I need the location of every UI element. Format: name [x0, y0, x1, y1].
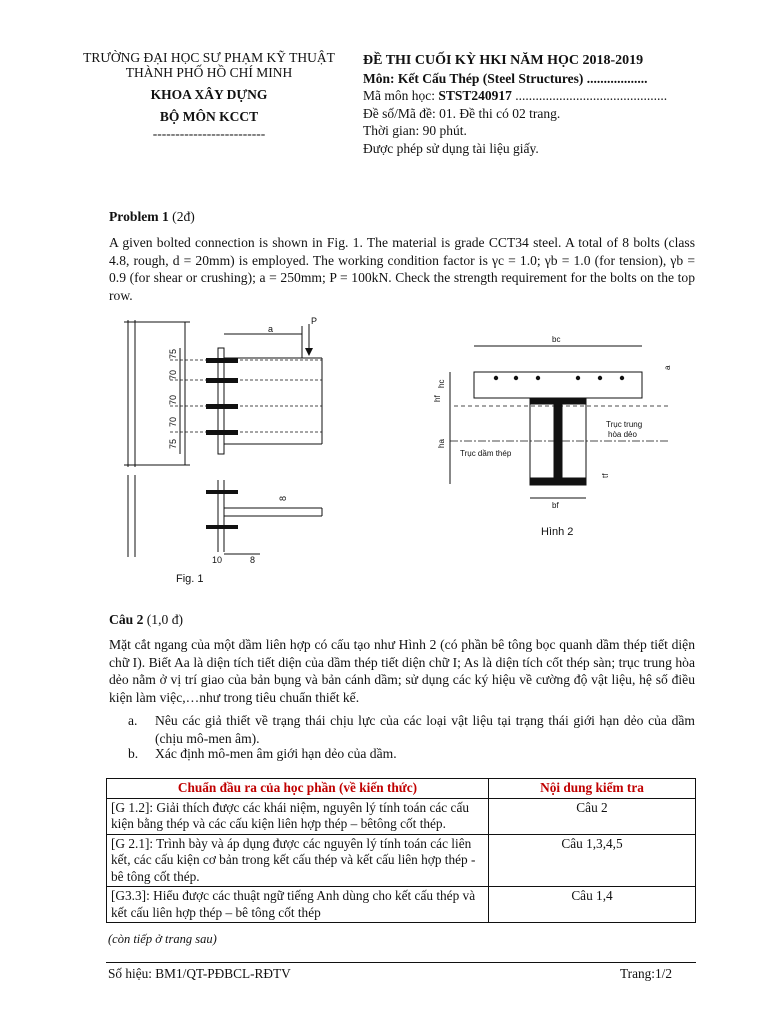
question2-text: Mặt cắt ngang của một dầm liên hợp có cấu tạo như Hình 2 (có phần bê tông bọc quanh dầm thép tiết diện chữ I). Biết Aa là diện tích tiết diện của dầm thép tiết diện chữ I; As là diện tích cốt thép sàn; trục trung hòa dẻo nằm ở vị trí giao của bản bụng và bản cánh dầm; sử dụng các ký hiệu về cường độ vật liệu, hệ số điều kiện làm việc,…như trong tiêu chuẩn thiết kế. — [109, 637, 695, 705]
table-row — [107, 887, 696, 923]
exam-time-line: Thời gian: 90 phút. — [363, 123, 467, 138]
fig1-dim-2: 70 — [168, 394, 178, 405]
continued-note: (còn tiếp ở trang sau) — [108, 932, 217, 946]
table-row — [107, 834, 696, 887]
course-code-line — [363, 87, 723, 105]
table-cell-content: Câu 2 — [489, 798, 696, 834]
question2-points: (1,0 đ) — [143, 612, 184, 627]
problem1-heading — [109, 208, 695, 226]
fig1-dim-8b: 8 — [250, 555, 256, 565]
subject-line: Môn: Kết Cấu Thép (Steel Structures) .................. — [363, 70, 648, 86]
item-b-marker: b. — [128, 746, 139, 761]
exam-number-line: Đề số/Mã đề: 01. Đề thi có 02 trang. — [363, 105, 561, 121]
fig1-dim-1: 70 — [168, 369, 178, 380]
table-header-content: Nội dung kiểm tra — [489, 779, 696, 799]
course-code-dots: ............................................. — [511, 88, 668, 103]
fig2-neutral-axis-line1: Trục trung — [606, 420, 643, 429]
question2-heading — [109, 611, 695, 629]
header-divider: ------------------------- — [152, 126, 266, 141]
figure-1-bolted-connection — [110, 312, 350, 588]
fig2-label-hc: hc — [437, 379, 446, 388]
fig2-label-ha: ha — [437, 439, 446, 448]
table-header-row — [107, 779, 696, 799]
table-cell-outcome: [G3.3]: Hiểu được các thuật ngữ tiếng Anh dùng cho kết cấu thép và kết cấu liên hợp thép – bê tông cốt thép — [107, 887, 489, 923]
school-name-line2: THÀNH PHỐ HỒ CHÍ MINH — [125, 65, 293, 80]
table-cell-content: Câu 1,4 — [489, 887, 696, 923]
table-header-outcome: Chuẩn đầu ra của học phần (về kiến thức) — [107, 779, 489, 799]
item-a-text: Nêu các giả thiết về trạng thái chịu lực của các loại vật liệu tại trạng thái giới hạn dẻo của dầm (chịu mô-men âm). — [155, 713, 695, 746]
school-name-line1: TRƯỜNG ĐẠI HỌC SƯ PHẠM KỸ THUẬT — [83, 50, 335, 65]
fig1-dim-0: 75 — [168, 348, 178, 359]
footer-page-number: Trang:1/2 — [620, 966, 672, 981]
faculty-name: KHOA XÂY DỰNG — [150, 87, 268, 102]
exam-materials-line: Được phép sử dụng tài liệu giấy. — [363, 140, 539, 156]
fig1-dim-3: 70 — [168, 416, 178, 427]
item-b-text: Xác định mô-men âm giới hạn dẻo của dầm. — [155, 746, 397, 761]
item-a-marker: a. — [128, 713, 138, 728]
question2-item-b — [128, 745, 695, 763]
fig2-neutral-axis-line2: hòa dẻo — [608, 430, 637, 439]
fig1-label-a: a — [268, 324, 274, 334]
footer-doc-code: Số hiệu: BM1/QT-PĐBCL-RĐTV — [108, 966, 291, 981]
question2-item-a — [128, 712, 695, 747]
fig2-beam-axis: Trục dầm thép — [460, 449, 512, 458]
exam-title: ĐỀ THI CUỐI KỲ HKI NĂM HỌC 2018-2019 — [363, 53, 644, 68]
problem1-text: A given bolted connection is shown in Fig. 1. The material is grade CCT34 steel. A total of 8 bolts (class 4.8, rough, d = 20mm) is employed. The working condition factor is γc = 1.0; γb = 1.0 (for tension), γb = 0.9 (for shear or crushing); a = 250mm; P = 100kN. Check the strength requirement for the bolts on the top row. — [109, 235, 695, 303]
fig1-dim-4: 75 — [168, 438, 178, 449]
fig2-label-a: a — [663, 365, 672, 370]
fig2-label-hf: hf — [433, 395, 442, 402]
table-cell-content: Câu 1,3,4,5 — [489, 834, 696, 887]
header-exam-block — [363, 52, 723, 157]
fig1-caption: Fig. 1 — [176, 573, 204, 585]
course-code-value: STST240917 — [438, 88, 512, 103]
fig1-label-p: P — [311, 316, 318, 326]
fig1-dim-8: 8 — [278, 495, 288, 501]
fig1-dim-10: 10 — [212, 555, 223, 565]
fig2-label-bf: bf — [552, 501, 559, 510]
header-school-block — [70, 50, 348, 141]
fig2-label-bc: bc — [552, 335, 561, 344]
figure-2-composite-beam — [430, 326, 690, 546]
footer-rule — [106, 962, 696, 963]
table-row — [107, 798, 696, 834]
table-cell-outcome: [G 1.2]: Giải thích được các khái niệm, nguyên lý tính toán các cấu kiện bằng thép và các cấu kiện liên hợp thép – bêtông cốt thép. — [107, 798, 489, 834]
problem1-title: Problem 1 — [109, 209, 169, 224]
table-cell-outcome: [G 2.1]: Trình bày và áp dụng được các nguyên lý tính toán các liên kết, các cấu kiện cơ bản trong kết cấu thép và kết cấu liên hợp thép - bê tông cốt thép. — [107, 834, 489, 887]
problem1-points: (2đ) — [168, 209, 195, 224]
department-name: BỘ MÔN KCCT — [159, 109, 259, 124]
fig2-label-tf: tf — [601, 473, 610, 478]
learning-outcomes-table — [106, 778, 696, 923]
question2-title: Câu 2 — [109, 612, 144, 627]
fig2-caption: Hình 2 — [541, 526, 574, 538]
course-code-label: Mã môn học: — [363, 88, 439, 103]
